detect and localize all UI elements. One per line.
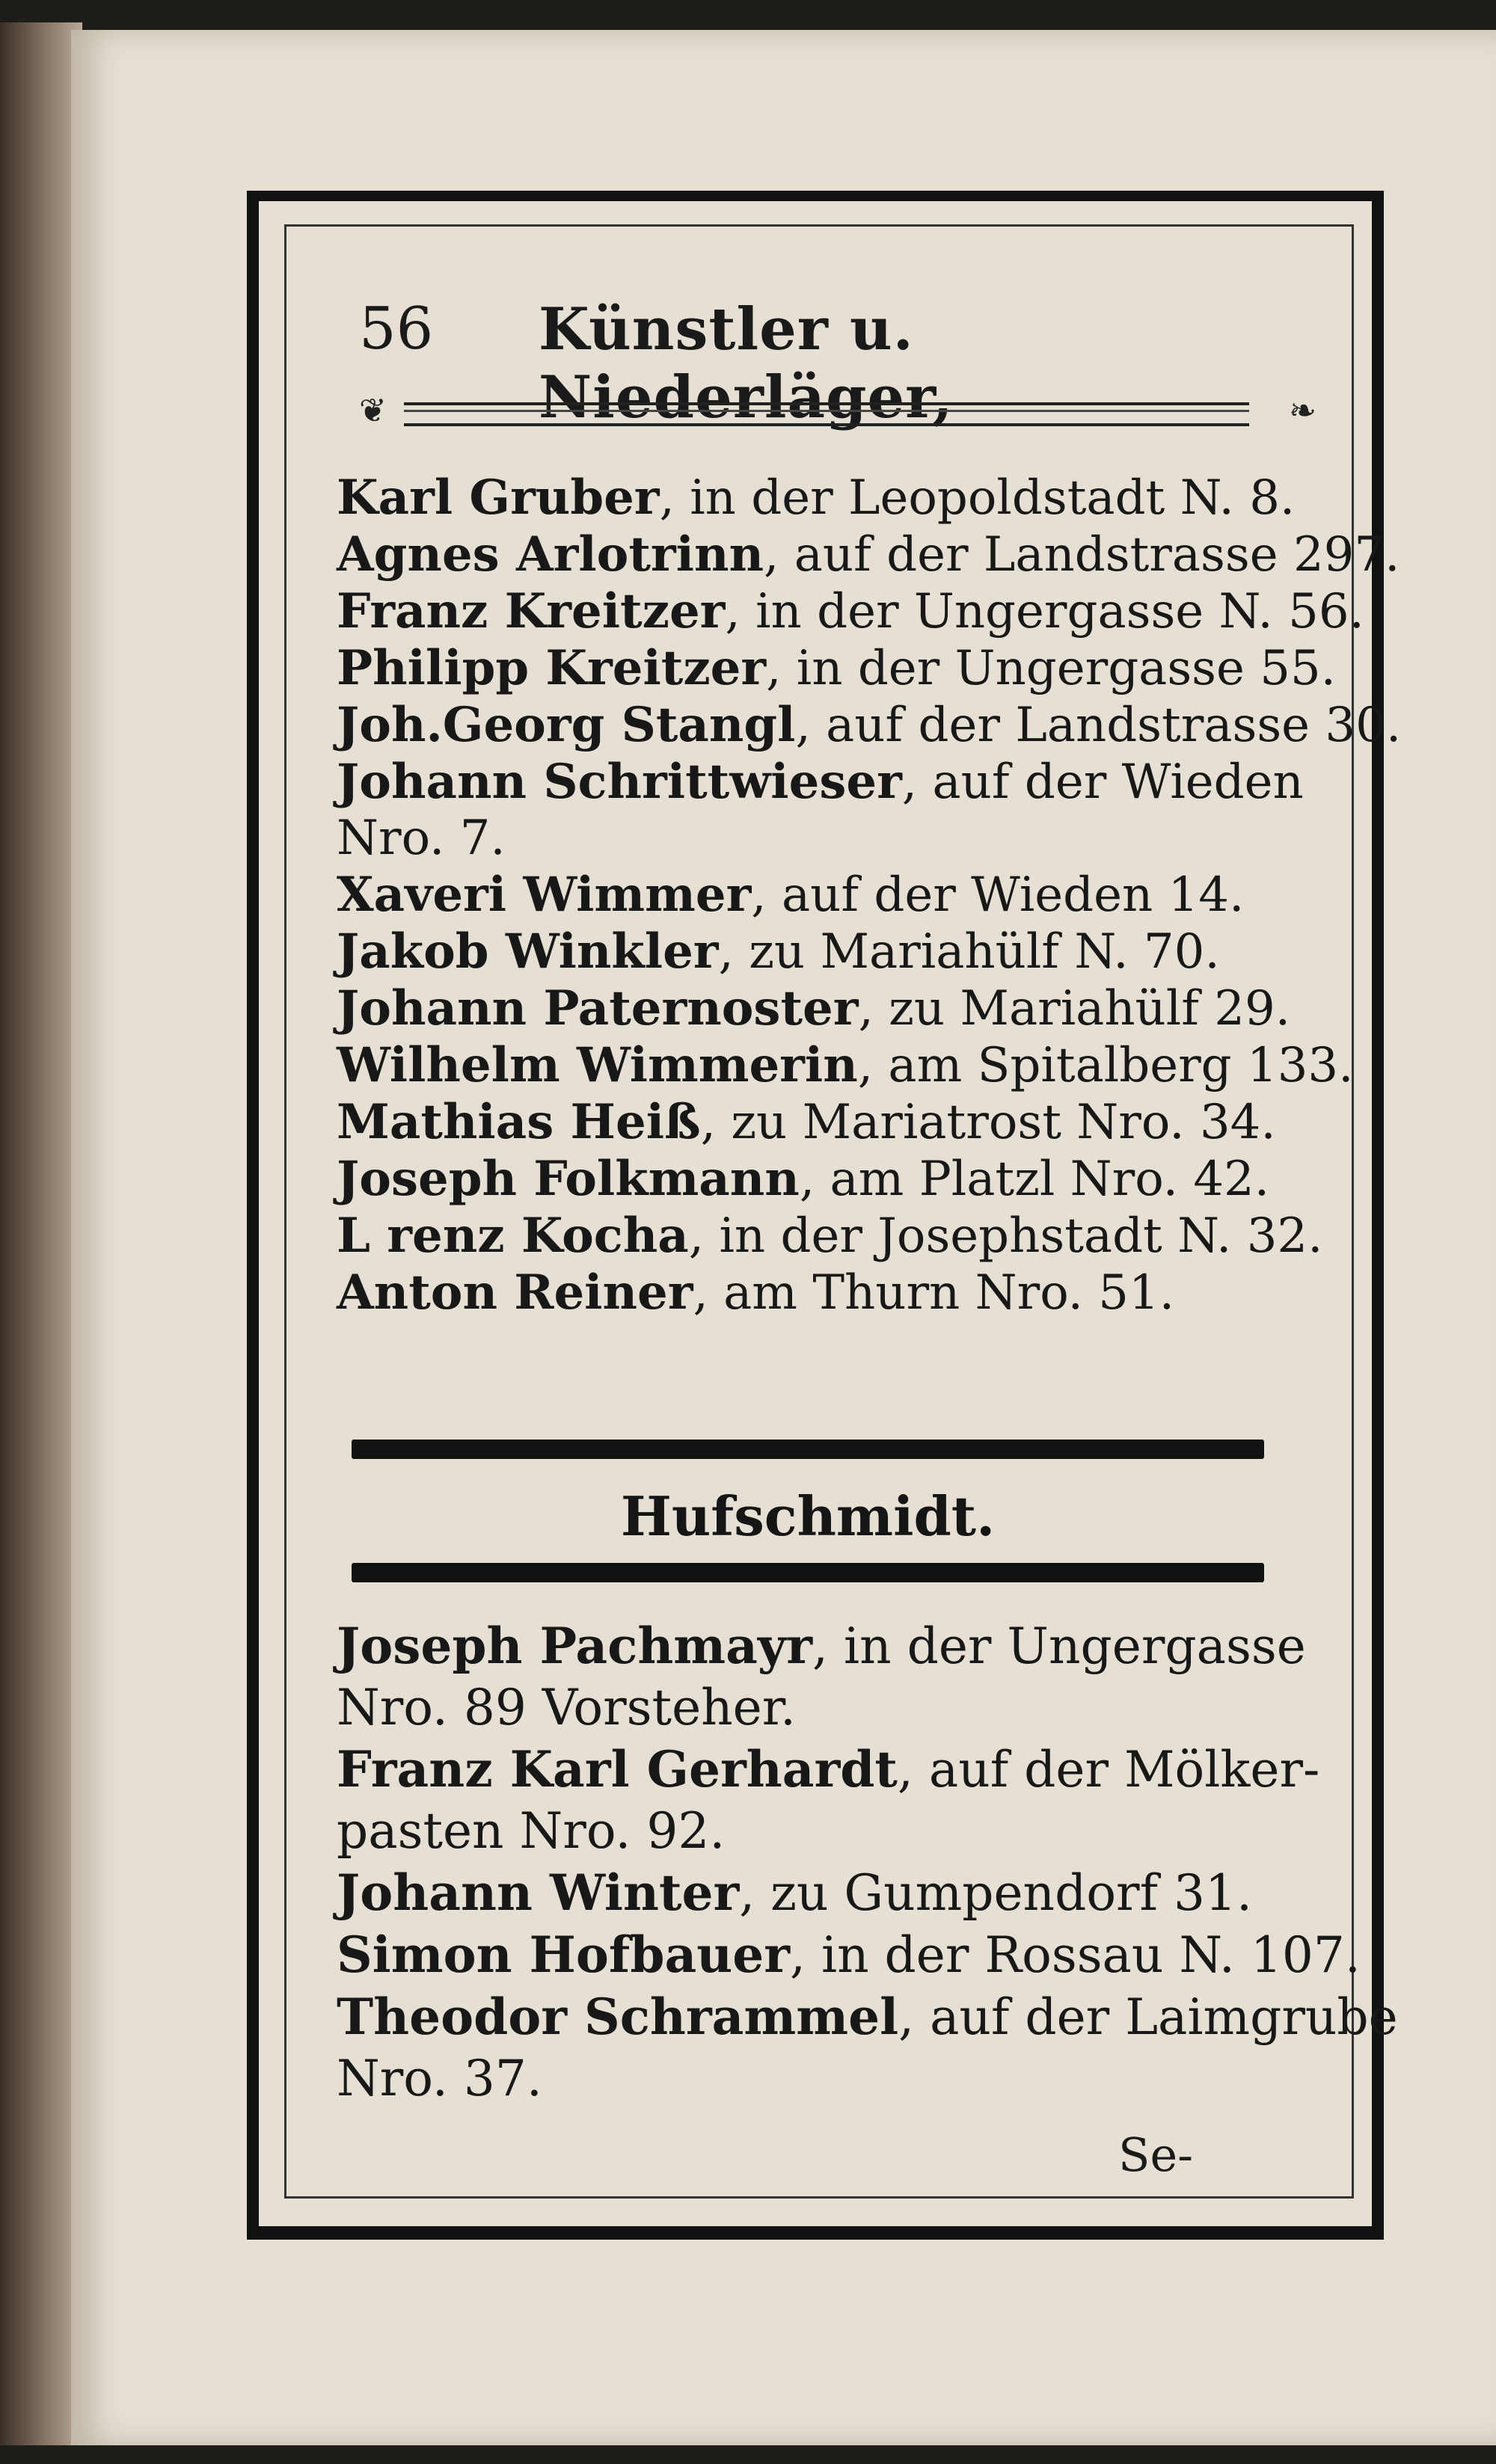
section-divider-top <box>352 1440 1264 1459</box>
page-title: Künstler u. Niederläger, <box>539 295 954 431</box>
ornament-left-icon: ❦ <box>359 392 387 430</box>
book-edge <box>0 22 82 2445</box>
list-item: Johann Schrittwieser, auf der Wieden Nro. 7. <box>337 754 1324 867</box>
list-item: Anton Reiner, am Thurn Nro. 51. <box>337 1265 1175 1321</box>
list-item: Agnes Arlotrinn, auf der Landstrasse 297. <box>337 526 1400 583</box>
section-divider-bottom <box>352 1563 1264 1582</box>
entry-continuation: Nro. 7. <box>337 811 506 866</box>
list-item: Theodor Schrammel, auf der Laimgrube Nro. 37. <box>337 1986 1324 2110</box>
catchword: Se- <box>1118 2127 1194 2182</box>
list-item: L renz Kocha, in der Josephstadt N. 32. <box>337 1208 1323 1264</box>
ornament-right-icon: ❧ <box>1289 392 1316 430</box>
list-item: Joseph Folkmann, am Platzl Nro. 42. <box>337 1151 1270 1207</box>
entry-list-farriers <box>337 1615 1398 2110</box>
rule-middle-line <box>404 410 1249 412</box>
list-item: Joh.Georg Stangl, auf der Landstrasse 30. <box>337 697 1402 753</box>
entry-continuation: pasten Nro. 92. <box>337 1802 726 1860</box>
list-item: Johann Paternoster, zu Mariahülf 29. <box>337 980 1291 1036</box>
page-header <box>359 295 1316 431</box>
section-heading: Hufschmidt. <box>620 1484 996 1548</box>
list-item: Jakob Winkler, zu Mariahülf N. 70. <box>337 924 1220 980</box>
list-item: Franz Karl Gerhardt, auf der Mölker- pasten Nro. 92. <box>337 1739 1324 1862</box>
list-item: Wilhelm Wimmerin, am Spitalberg 133. <box>337 1037 1354 1093</box>
entry-continuation: Nro. 37. <box>337 2050 542 2107</box>
list-item: Karl Gruber, in der Leopoldstadt N. 8. <box>337 470 1296 526</box>
list-item: Joseph Pachmayr, in der Ungergasse Nro. 89 Vorsteher. <box>337 1615 1324 1739</box>
list-item: Simon Hofbauer, in der Rossau N. 107. <box>337 1926 1361 1984</box>
list-item: Xaveri Wimmer, auf der Wieden 14. <box>337 867 1245 923</box>
page-number: 56 <box>359 295 434 363</box>
rule-lines <box>404 402 1249 426</box>
list-item: Johann Winter, zu Gumpendorf 31. <box>337 1864 1252 1922</box>
list-item: Franz Kreitzer, in der Ungergasse N. 56. <box>337 583 1364 639</box>
entry-list-artists <box>337 470 1402 1321</box>
list-item: Mathias Heiß, zu Mariatrost Nro. 34. <box>337 1094 1276 1150</box>
list-item: Philipp Kreitzer, in der Ungergasse 55. <box>337 640 1336 696</box>
ornamental-rule <box>359 392 1316 430</box>
entry-continuation: Nro. 89 Vorsteher. <box>337 1679 796 1736</box>
